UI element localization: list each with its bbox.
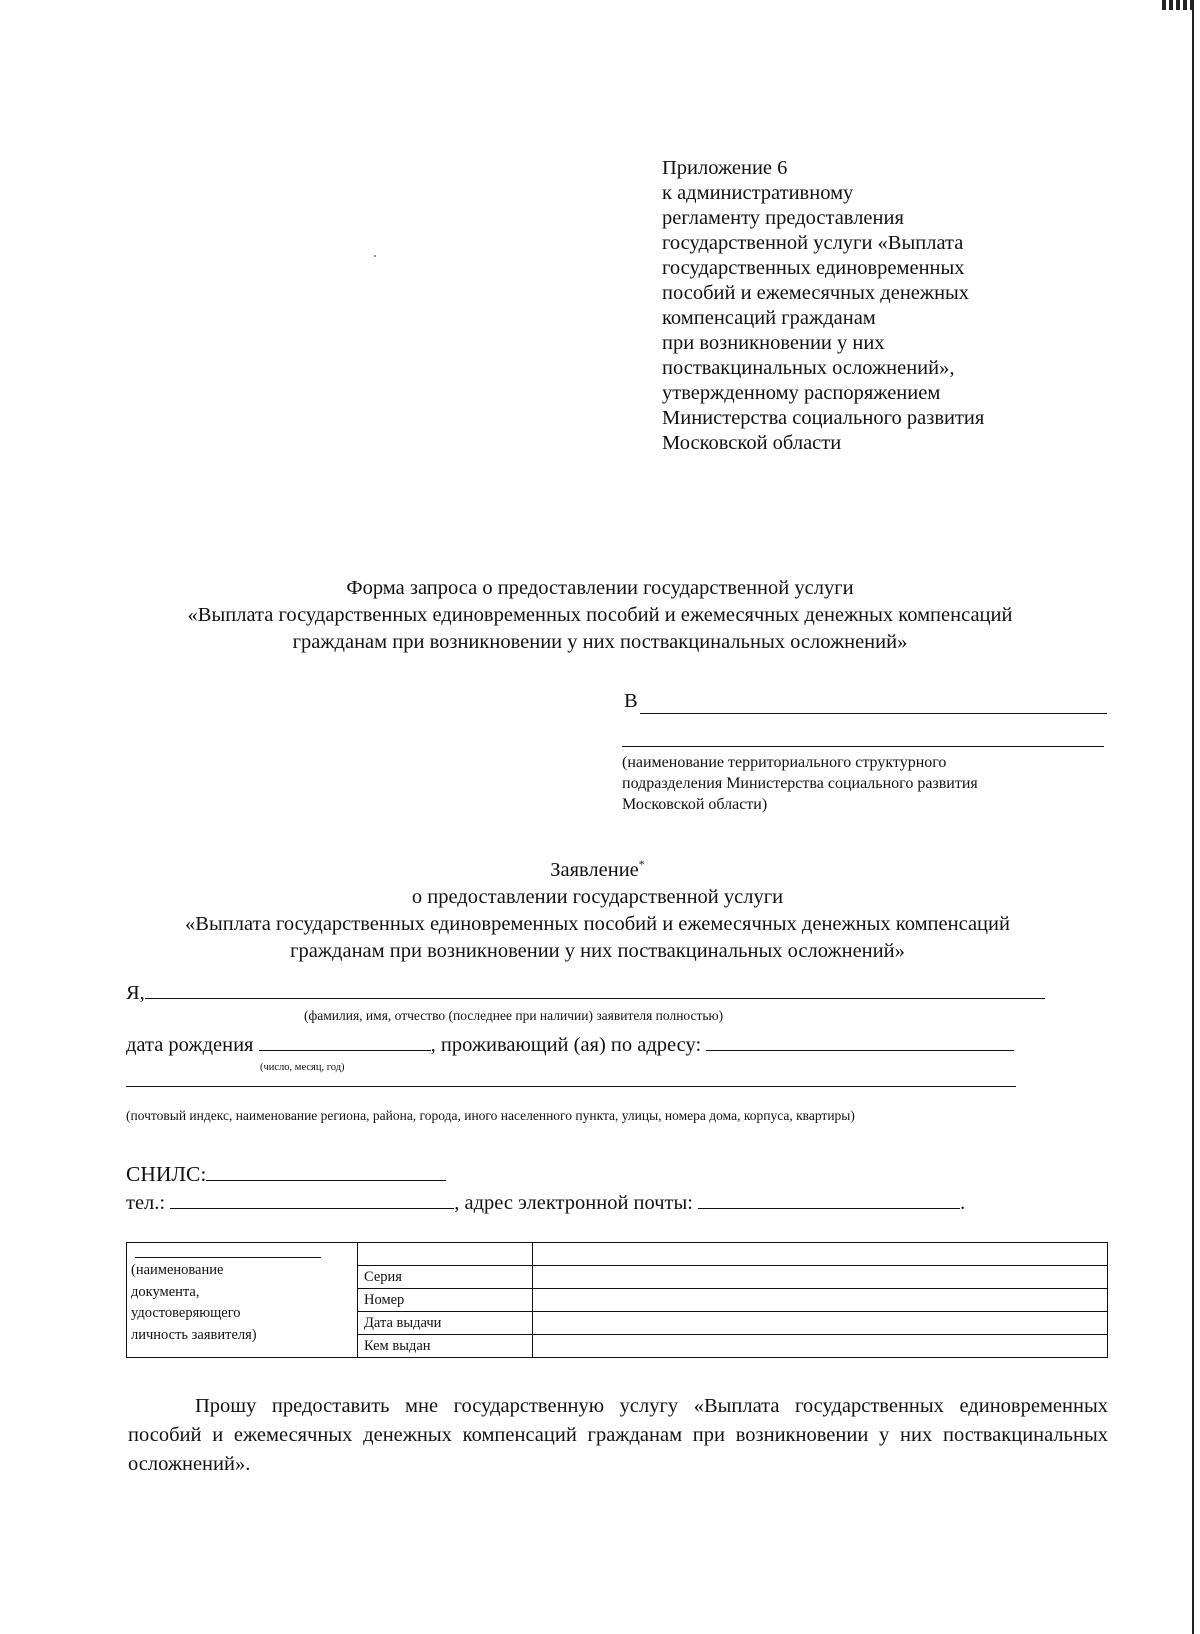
issued-by-value[interactable] xyxy=(533,1335,1108,1358)
form-title xyxy=(130,575,1070,656)
statement-title-line: гражданам при возникновении у них поствакцинальных осложнений» xyxy=(290,939,905,962)
appendix-line: при возникновении у них xyxy=(662,332,885,354)
scan-dot xyxy=(374,255,376,257)
birth-date-caption: (число, месяц, год) xyxy=(260,1062,345,1073)
appendix-line: утвержденному распоряжением xyxy=(662,382,941,404)
appendix-line: компенсаций гражданам xyxy=(662,307,876,329)
form-title-line: гражданам при возникновении у них поствакцинальных осложнений» xyxy=(292,631,908,653)
address-field[interactable] xyxy=(706,1032,1014,1051)
form-title-line: «Выплата государственных единовременных пособий и ежемесячных денежных компенсаций xyxy=(187,604,1013,626)
appendix-line: пособий и ежемесячных денежных xyxy=(662,282,970,304)
number-label: Номер xyxy=(358,1289,533,1312)
snils-field[interactable] xyxy=(206,1162,446,1181)
phone-label: тел.: xyxy=(126,1192,166,1214)
appendix-line: Приложение 6 xyxy=(662,157,788,179)
appendix-line: государственных единовременных xyxy=(662,257,965,279)
appendix-line: государственной услуги «Выплата xyxy=(662,232,964,254)
email-label: , адрес электронной почты: xyxy=(454,1192,693,1214)
statement-title-line: «Выплата государственных единовременных пособий и ежемесячных денежных компенсаций xyxy=(185,912,1010,935)
request-paragraph: Прошу предоставить мне государственную услугу «Выплата государственных единовременных пособий и ежемесячных денежных компенсаций гражданам при возникновении у них поствакцинальных осложнений». xyxy=(128,1395,1108,1475)
document-caption-line: документа, xyxy=(131,1283,200,1300)
number-value[interactable] xyxy=(533,1289,1108,1312)
addressee-line[interactable] xyxy=(622,690,1107,718)
addressee-prefix: В xyxy=(624,690,638,712)
address-caption: (почтовый индекс, наименование региона, района, города, иного населенного пункта, улицы, номера дома, корпуса, квартиры) xyxy=(126,1108,855,1123)
phone-field[interactable] xyxy=(170,1190,454,1209)
birth-address-row xyxy=(126,1032,1014,1057)
table-header-cell xyxy=(533,1243,1108,1266)
page-border xyxy=(1192,0,1194,1634)
addressee-field-second[interactable] xyxy=(622,718,1104,747)
addressee-caption xyxy=(622,752,1107,815)
birth-date-field[interactable] xyxy=(259,1032,431,1051)
appendix-line: Московской области xyxy=(662,432,842,454)
series-value[interactable] xyxy=(533,1266,1108,1289)
issued-by-label: Кем выдан xyxy=(358,1335,533,1358)
appendix-line: Министерства социального развития xyxy=(662,407,985,429)
table-row xyxy=(127,1243,1108,1266)
document-caption-line: личность заявителя) xyxy=(131,1326,257,1343)
birth-date-label: дата рождения xyxy=(126,1034,254,1056)
id-document-table xyxy=(126,1242,1108,1358)
issue-date-label: Дата выдачи xyxy=(358,1312,533,1335)
email-end: . xyxy=(960,1192,966,1214)
addressee-block xyxy=(622,690,1107,815)
addressee-caption-line: Московской области) xyxy=(622,796,768,813)
series-label: Серия xyxy=(358,1266,533,1289)
addressee-field[interactable] xyxy=(640,713,1107,714)
addressee-caption-line: подразделения Министерства социального развития xyxy=(622,775,978,792)
address-field-second[interactable] xyxy=(126,1086,1016,1087)
form-title-line: Форма запроса о предоставлении государственной услуги xyxy=(346,577,854,599)
appendix-note xyxy=(662,156,984,456)
appendix-line: к административному xyxy=(662,182,854,204)
applicant-name-field[interactable] xyxy=(145,980,1045,999)
addressee-caption-line: (наименование территориального структурного xyxy=(622,754,947,771)
statement-heading xyxy=(130,851,1065,884)
statement-title-line: о предоставлении государственной услуги xyxy=(411,885,784,908)
appendix-line: регламенту предоставления xyxy=(662,207,904,229)
scan-mark xyxy=(1162,0,1192,10)
email-field[interactable] xyxy=(698,1190,960,1209)
appendix-line: поствакцинальных осложнений», xyxy=(662,357,955,379)
document-caption-line: (наименование xyxy=(131,1262,224,1278)
contact-row xyxy=(126,1190,965,1215)
applicant-i-label: Я, xyxy=(126,982,145,1004)
applicant-name-caption: (фамилия, имя, отчество (последнее при наличии) заявителя полностью) xyxy=(304,1008,724,1023)
statement-title xyxy=(130,851,1065,965)
applicant-name-row xyxy=(126,980,1045,1005)
snils-row xyxy=(126,1162,446,1187)
footnote-mark: * xyxy=(638,857,645,871)
issue-date-value[interactable] xyxy=(533,1312,1108,1335)
address-label: , проживающий (ая) по адресу: xyxy=(430,1034,702,1056)
document-caption-line: удостоверяющего xyxy=(131,1305,241,1321)
document-name-field[interactable] xyxy=(135,1249,321,1258)
document-name-cell[interactable] xyxy=(127,1243,358,1358)
statement-heading-text: Заявление xyxy=(550,858,639,881)
table-header-cell xyxy=(358,1243,533,1266)
snils-label: СНИЛС: xyxy=(126,1162,207,1186)
